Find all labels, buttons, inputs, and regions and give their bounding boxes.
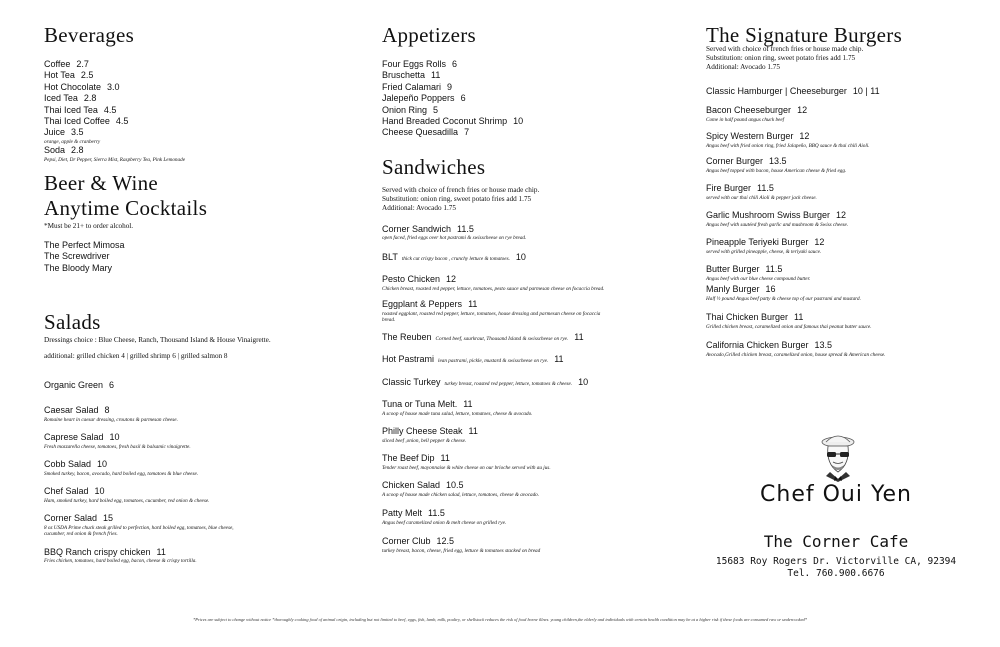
item-price: 10 | 11 <box>852 86 880 96</box>
item-name: Coffee <box>44 59 71 69</box>
item-name: Chicken Salad <box>382 480 441 491</box>
item-name: Jalepeño Poppers <box>382 93 455 104</box>
item-name: Corner Salad <box>44 513 98 524</box>
sandwich-item <box>382 426 612 444</box>
beverage-item <box>44 82 185 93</box>
item-name: The Reuben <box>382 332 432 342</box>
item-price: 2.7 <box>76 59 89 69</box>
item-name: Corner Burger <box>706 156 764 167</box>
item-description: Grilled chicken breast, caramelized onion and famous thai peanut butter sauce. <box>706 323 872 330</box>
sandwich-item <box>382 377 612 390</box>
item-price: 12.5 <box>436 536 455 547</box>
sandwich-list <box>382 224 612 554</box>
burger-item-line <box>706 86 896 97</box>
item-price: 5 <box>433 104 439 115</box>
appetizer-item-line <box>382 105 523 116</box>
appetizer-item-line <box>382 127 523 138</box>
sandwich-item-line <box>382 377 612 390</box>
appetizer-item-line <box>382 93 523 104</box>
beverage-item-line <box>44 82 185 93</box>
item-description: Smoked turkey, bacon, avocado, hard boiled egg, tomatoes & blue cheese. <box>44 470 199 477</box>
cafe-name: The Corner Cafe <box>763 532 909 551</box>
dressings-note: Dressings choice : Blue Cheese, Ranch, Thousand Island & House Vinaigrette. <box>44 336 271 344</box>
item-name: Fried Calamari <box>382 81 442 92</box>
item-name: Onion Ring <box>382 104 428 115</box>
item-name: Cheese Quesadilla <box>382 127 459 138</box>
sandwich-item-line <box>382 453 612 464</box>
beverage-item-line <box>44 70 185 81</box>
burger-item <box>706 105 896 123</box>
item-description: sliced beef ,onion, bell pepper & cheese. <box>382 437 467 444</box>
burger-item <box>706 156 896 174</box>
beverage-item-line <box>44 105 185 116</box>
cocktail-list <box>44 240 125 274</box>
burger-item-line <box>706 312 896 323</box>
item-name: Thai Chicken Burger <box>706 312 789 323</box>
salad-additional: additional: grilled chicken 4 | grilled shrimp 6 | grilled salmon 8 <box>44 352 228 360</box>
sandwich-item-line <box>382 252 612 265</box>
item-name: Corner Sandwich <box>382 224 452 234</box>
footer-disclaimer: *Prices are subject to change without notice *thoroughly cooking food of animal origin, including but not limited to beef, eggs, fish, lamb, milk, poultry, or shellstock reduces the risk of food borne illnes. young children,the elderly and individuals with certain health condition may be at a higher risk if these foods are consumed raw or undercooked* <box>193 617 807 622</box>
burger-item <box>706 131 896 149</box>
appetizer-item-line <box>382 70 523 81</box>
burger-item-line <box>706 105 896 116</box>
beverage-item <box>44 93 185 104</box>
item-name: Fire Burger <box>706 183 752 194</box>
item-description: Chicken breast, roasted red pepper, lettuce, tomatoes, pesto sauce and parmesan cheese on focaccia bread. <box>382 285 605 292</box>
sandwich-item <box>382 224 612 242</box>
item-price: 2.8 <box>71 145 84 156</box>
beverage-item <box>44 59 185 70</box>
beverage-item-line <box>44 145 185 156</box>
salad-item-line <box>44 380 254 391</box>
item-price: 4.5 <box>103 104 117 115</box>
item-price: 6 <box>452 59 458 69</box>
item-description: served with grilled pineapple, cheese, & teriyaki sauce. <box>706 248 822 255</box>
sandwich-sub-line: Substitution: onion ring, sweet potato fries add 1.75 <box>382 195 532 203</box>
item-price: 11 <box>468 299 478 310</box>
burger-item-line <box>706 156 896 167</box>
salad-item-line <box>44 459 254 470</box>
burger-item <box>706 237 896 255</box>
salad-item-line <box>44 513 254 524</box>
item-name: Corner Club <box>382 536 431 547</box>
salad-item-line <box>44 486 254 497</box>
item-name: Eggplant & Peppers <box>382 299 463 310</box>
item-price: 11 <box>463 399 473 410</box>
sandwich-item-line <box>382 224 612 235</box>
appetizer-item <box>382 116 523 127</box>
item-name: Manly Burger <box>706 284 760 295</box>
item-description: Avocado,Grilled chicken breast, caramelized onion, house spread & American cheese. <box>706 351 886 358</box>
alcohol-note: *Must be 21+ to order alcohol. <box>44 222 134 230</box>
item-name: Pesto Chicken <box>382 274 441 285</box>
item-price: 15 <box>103 513 114 524</box>
item-description: Ham, smoked turkey, hard boiled egg, tomatoes, cucumber, red onion & cheese. <box>44 497 210 504</box>
burger-list <box>706 86 896 358</box>
sandwich-item-line <box>382 480 612 491</box>
burger-item-line <box>706 131 896 142</box>
item-name: Hot Pastrami <box>382 354 435 365</box>
item-name: Garlic Mushroom Swiss Burger <box>706 210 831 221</box>
item-price: 12 <box>836 210 847 221</box>
item-price: 4.5 <box>115 116 129 127</box>
sandwich-item-line <box>382 274 612 285</box>
cocktail-item: The Perfect Mimosa <box>44 240 125 250</box>
item-name: Bruschetta <box>382 70 426 81</box>
item-description: orange, apple & cranberry <box>44 138 101 145</box>
salad-item-line <box>44 547 254 558</box>
item-description: Angus beef topped with bacon, house American cheese & fried egg. <box>706 167 847 174</box>
item-name: Spicy Western Burger <box>706 131 794 142</box>
item-name: Butter Burger <box>706 264 760 275</box>
beverage-item-line <box>44 127 185 138</box>
item-name: Caprese Salad <box>44 432 104 443</box>
sandwich-item <box>382 274 612 292</box>
item-name: Hot Tea <box>44 70 75 81</box>
item-price: 11 <box>431 70 441 81</box>
item-price: 2.5 <box>80 70 94 81</box>
salad-item-line <box>44 432 254 443</box>
beverage-item-line <box>44 59 185 70</box>
cocktail-item: The Bloody Mary <box>44 262 113 273</box>
item-price: 10 <box>513 116 524 127</box>
beverages-title: Beverages <box>44 23 135 47</box>
appetizer-item <box>382 59 523 70</box>
burger-item <box>706 264 896 282</box>
sandwich-sub-line: Served with choice of french fries or house made chip. <box>382 186 540 194</box>
appetizer-item <box>382 82 523 93</box>
item-inline-description: thick cut crispy bacon , crunchy lettuce & tomatoes. <box>401 256 510 262</box>
item-price: 12 <box>446 274 457 285</box>
burger-item <box>706 86 896 97</box>
item-name: Soda <box>44 145 66 156</box>
burger-item <box>706 284 896 302</box>
salad-item <box>44 405 254 423</box>
item-description: Come in half pound angus chuck beef <box>706 116 785 123</box>
item-description: open faced, fried eggs over hot pastrami & swisscheese on rye bread. <box>382 235 527 242</box>
item-name: Thai Iced Tea <box>44 104 98 115</box>
item-inline-description: lean pastrami, pickle, mustard & swisscheese on rye. <box>438 358 549 365</box>
item-price: 11 <box>468 426 478 437</box>
chef-brand-name: Chef Oui Yen <box>760 482 912 507</box>
salad-item <box>44 547 254 565</box>
sandwich-item <box>382 508 612 526</box>
beverage-item <box>44 116 185 127</box>
item-name: Hot Chocolate <box>44 81 102 92</box>
sandwich-item <box>382 299 612 324</box>
sandwich-item <box>382 480 612 498</box>
sandwich-item <box>382 354 612 367</box>
item-description: 8 oz USDA Prime chuck steak grilled to perfection, hard boiled egg, tomatoes, blue cheese, cucumber, red onion & french fries. <box>44 524 234 538</box>
salad-item <box>44 380 254 391</box>
appetizer-list <box>382 59 523 139</box>
appetizer-item <box>382 70 523 81</box>
burger-item-line <box>706 237 896 248</box>
item-price: 9 <box>447 81 453 92</box>
item-price: 10 <box>578 376 589 387</box>
sandwich-item-line <box>382 354 612 367</box>
sandwich-item-line <box>382 508 612 519</box>
item-price: 10 <box>94 486 105 497</box>
salad-item <box>44 432 254 450</box>
sandwich-item <box>382 399 612 417</box>
salad-list <box>44 380 254 565</box>
item-description: Angus beef with sautéed fresh garlic and mushroom & Swiss cheese. <box>706 221 849 228</box>
item-price: 11.5 <box>457 224 474 234</box>
appetizer-item-line <box>382 82 523 93</box>
item-price: 11.5 <box>428 508 445 519</box>
item-price: 11 <box>554 354 564 365</box>
burger-item-line <box>706 284 896 295</box>
appetizers-title: Appetizers <box>382 23 476 47</box>
item-price: 11 <box>440 453 450 464</box>
phone-line: Tel. 760.900.6676 <box>787 568 885 579</box>
item-name: Tuna or Tuna Melt. <box>382 399 458 410</box>
beverage-item <box>44 105 185 116</box>
item-name: Classic Hamburger | Cheeseburger <box>706 86 847 96</box>
item-name: Patty Melt <box>382 508 423 519</box>
item-description: Fries chicken, tomatoes, hard boiled egg, bacon, cheese & crispy tortilla. <box>44 558 197 565</box>
item-name: Caesar Salad <box>44 405 99 416</box>
item-price: 11 <box>156 547 166 557</box>
item-price: 12 <box>814 237 825 248</box>
item-name: BBQ Ranch crispy chicken <box>44 547 151 557</box>
item-name: Bacon Cheeseburger <box>706 105 792 116</box>
item-price: 11 <box>574 332 584 342</box>
burger-subtitle <box>706 45 946 72</box>
item-price: 10.5 <box>446 480 464 491</box>
burger-item-line <box>706 340 896 351</box>
item-description: Angus beef caramelized onion & melt cheese on grilled rye. <box>382 519 507 526</box>
appetizer-item-line <box>382 59 523 70</box>
beverage-item <box>44 127 185 145</box>
item-name: California Chicken Burger <box>706 340 809 351</box>
item-price: 3.5 <box>71 127 84 138</box>
item-price: 13.5 <box>814 340 833 351</box>
sandwich-subtitle <box>382 186 622 213</box>
item-name: Philly Cheese Steak <box>382 426 463 437</box>
item-description: turkey breast, bacon, cheese, fried egg, lettuce & tomatoes stacked on bread <box>382 547 541 554</box>
appetizer-item <box>382 93 523 104</box>
cocktails-title: Anytime Cocktails <box>44 196 208 220</box>
salad-item <box>44 486 254 504</box>
cafe-address <box>714 556 958 580</box>
item-description: Tender roast beef, mayonnaise & white cheese on our brioche served with au jus. <box>382 464 551 471</box>
sandwiches-title: Sandwiches <box>382 155 486 179</box>
item-price: 10 <box>515 252 526 262</box>
item-price: 16 <box>765 284 776 295</box>
item-description: Angus beef with our blue cheese compound butter. <box>706 275 811 282</box>
item-name: Hand Breaded Coconut Shrimp <box>382 116 508 127</box>
sandwich-item-line <box>382 299 612 310</box>
beverage-item-line <box>44 93 185 104</box>
sandwich-item <box>382 332 612 345</box>
appetizer-item <box>382 105 523 116</box>
address-line: 15683 Roy Rogers Dr. Victorville CA, 92394 <box>715 556 957 567</box>
item-price: 11.5 <box>757 183 774 194</box>
item-price: 3.0 <box>107 81 120 92</box>
sandwich-item <box>382 453 612 471</box>
item-price: 2.8 <box>83 93 97 104</box>
burger-item-line <box>706 210 896 221</box>
burger-item-line <box>706 264 896 275</box>
sandwich-item-line <box>382 399 612 410</box>
item-name: Chef Salad <box>44 486 89 497</box>
item-price: 6 <box>460 93 466 104</box>
item-description: Fresh mozzarella cheese, tomatoes, fresh basil & balsamic vinaigrette. <box>44 443 191 450</box>
item-name: Classic Turkey <box>382 376 441 387</box>
item-price: 7 <box>464 127 470 138</box>
item-price: 12 <box>797 105 808 116</box>
item-description: Half ½ pound Angus beef patty & cheese top of our pastrami and mustard. <box>706 295 861 302</box>
item-description: roasted eggplant, roasted red pepper, lettuce, tomatoes, house dressing and parmesan cheese on focaccia bread. <box>382 310 601 324</box>
burgers-title: The Signature Burgers <box>706 23 903 47</box>
burger-sub-line: Substitution: onion ring, sweet potato fries add 1.75 <box>706 54 856 62</box>
item-inline-description: turkey breast, roasted red pepper, lettuce, tomatoes & cheese. <box>444 380 573 387</box>
item-price: 11.5 <box>765 264 783 275</box>
beverages-list <box>44 59 185 163</box>
item-price: 12 <box>799 131 810 142</box>
item-price: 10 <box>109 432 120 443</box>
item-inline-description: Corned beef, saurkraut, Thousand Island & swisscheese on rye. <box>435 336 569 342</box>
sandwich-item-line <box>382 426 612 437</box>
item-name: Four Eggs Rolls <box>382 59 447 69</box>
sandwich-item-line <box>382 332 612 345</box>
salad-item <box>44 513 254 538</box>
sandwich-sub-line: Additional: Avocado 1.75 <box>382 204 456 212</box>
salad-item-line <box>44 405 254 416</box>
item-description: served with our thai chili Aioli & pepper jack cheese. <box>706 194 817 201</box>
item-name: Cobb Salad <box>44 459 92 470</box>
beverage-item-line <box>44 116 185 127</box>
item-description: Romaine heart in caesar dressing, croutons & parmesan cheese. <box>44 416 178 423</box>
item-description: A scoop of house made chicken salad, lettuce, tomatoes, cheese & avocado. <box>382 491 540 498</box>
burger-sub-line: Served with choice of french fries or house made chip. <box>706 45 864 53</box>
item-price: 8 <box>104 405 110 416</box>
sandwich-item <box>382 536 612 554</box>
item-name: Thai Iced Coffee <box>44 116 110 127</box>
salads-title: Salads <box>44 310 101 334</box>
appetizer-item <box>382 127 523 138</box>
beverage-item <box>44 145 185 163</box>
item-name: Iced Tea <box>44 93 78 104</box>
burger-item <box>706 210 896 228</box>
burger-item <box>706 312 896 330</box>
item-description: A scoop of house made tuna salad, lettuce, tomatoes, cheese & avocado. <box>382 410 533 417</box>
burger-item <box>706 340 896 358</box>
beer-wine-title: Beer & Wine <box>44 171 159 195</box>
burger-item-line <box>706 183 896 194</box>
item-description: Pepsi, Diet, Dr Pepper, Sierra Mist, Raspberry Tea, Pink Lemonade <box>44 156 186 163</box>
item-name: Juice <box>44 127 66 138</box>
burger-sub-line: Additional: Avocado 1.75 <box>706 63 780 71</box>
salad-item <box>44 459 254 477</box>
appetizer-item-line <box>382 116 523 127</box>
sandwich-item <box>382 252 612 265</box>
sandwich-item-line <box>382 536 612 547</box>
beverage-item <box>44 70 185 81</box>
item-price: 6 <box>109 380 115 390</box>
item-name: BLT <box>382 252 398 262</box>
item-name: Pineapple Teriyeki Burger <box>706 237 809 248</box>
cocktail-item: The Screwdriver <box>44 251 110 262</box>
item-price: 13.5 <box>769 156 787 167</box>
item-price: 10 <box>97 459 108 470</box>
item-name: The Beef Dip <box>382 453 435 464</box>
item-name: Organic Green <box>44 380 104 390</box>
item-price: 11 <box>794 312 804 323</box>
burger-item <box>706 183 896 201</box>
item-description: Angus beef with fried onion ring, fried Jalapeño, BBQ sauce & thai chili Aioli. <box>706 142 870 149</box>
